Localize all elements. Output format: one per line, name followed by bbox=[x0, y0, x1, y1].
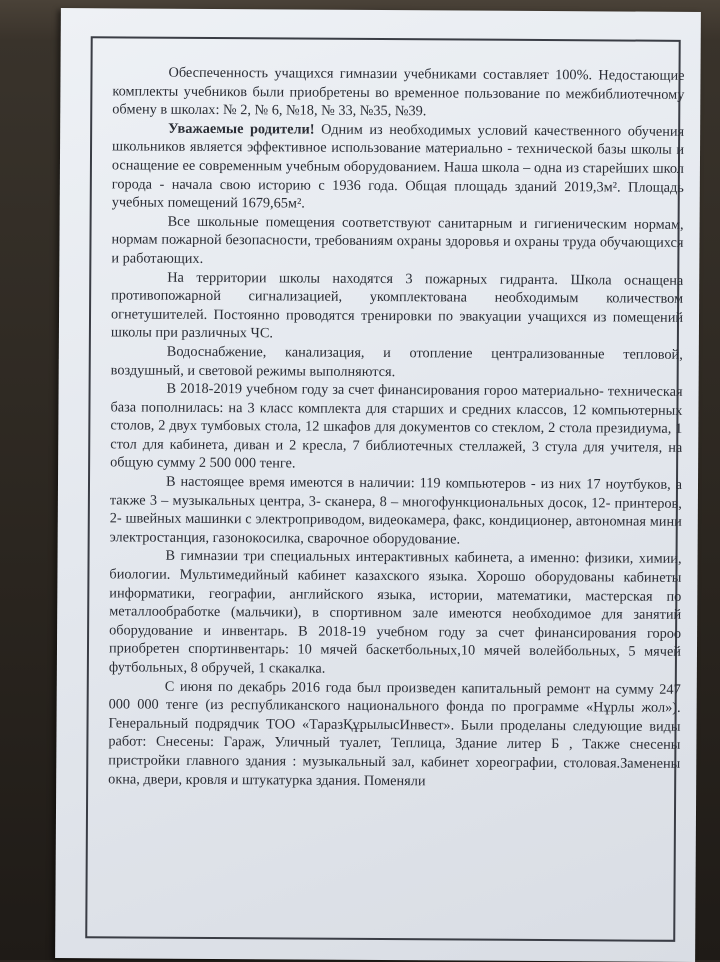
paragraph-text: С июня по декабрь 2016 года был произведен капитальный ремонт на сумму 247 000 000 тенге (из республиканского национального фонда по программе «Нұрлы жол»). Генеральный подрядчик ТОО «ТаразҚұрылысИнвест». Были проделаны следующие виды работ: Снесены: Гараж, Уличный туалет, Теплица, Здание литер Б , Также снесены пристройки главного здания : музыкальный зал, кабинет хореографии, столовая.Заменены окна, двери, кровля и штукатурка здания. Поменяли bbox=[108, 678, 681, 789]
document-body bbox=[108, 63, 684, 792]
paragraph-classrooms bbox=[109, 547, 682, 681]
paragraph-text: Водоснабжение, канализация, и отопление централизованные тепловой, воздушный, и световой режимы выполняются. bbox=[110, 343, 683, 380]
paragraph-funding-2018 bbox=[110, 379, 683, 475]
paragraph-fire-safety bbox=[111, 268, 683, 346]
paragraph-sanitary bbox=[111, 212, 683, 271]
paragraph-textbooks bbox=[112, 63, 684, 122]
paragraph-text: В настоящее время имеются в наличии: 119 компьютеров - из них 17 ноутбуков, а также 3 – музыкальных центра, 3- сканера, 8 – многофункциональных досок, 12- принтеров, 2- швейных машинки с электроприводом, видеокамера, факс, кондиционер, автономная мини электростанция, газонокосилка, сварочное оборудование. bbox=[109, 473, 683, 548]
paragraph-renovation bbox=[108, 677, 681, 792]
paragraph-text: Обеспеченность учащихся гимназии учебниками составляет 100%. Недостающие комплекты учебников были приобретены во временное пользование по межбиблиотечному обмену в школах: № 2, № 6, №18, № 33, №35, №39. bbox=[112, 64, 685, 120]
paragraph-text: В 2018-2019 учебном году за счет финансирования гороо материально- техническая база пополнилась: на 3 класс комплекта для старших и средних классов, 12 компьютерных столов, 2 двух тумбовых стола, 12 шкафов для документов со стеклом, 2 стола президиума, 1 стол для кабинета, диван и 2 кресла, 7 библиотечных стеллажей, 3 стула для учителя, на общую сумму 2 500 000 тенге. bbox=[110, 380, 683, 472]
paragraph-text: Одним из необходимых условий качественного обучения школьников является эффективное использование материально - технической базы школы и оснащение ее современным учебным оборудованием. Наша школа – одна из старейших школ города - начала свою историю с 1936 года. Общая площадь зданий 2019,3м². Площадь учебных помещений 1679,65м². bbox=[111, 121, 685, 212]
paragraph-parents bbox=[112, 119, 685, 215]
paragraph-equipment bbox=[110, 472, 682, 550]
paragraph-utilities bbox=[111, 342, 683, 383]
paragraph-text: В гимназии три специальных интерактивных кабинета, а именно: физики, химии, биологии. Мультимедийный кабинет казахского языка. Хорошо оборудованы кабинеты информатики, географии, английского языка, истории, математики, мастерская по металлообработке (мальчики), в спортивном зале имеются необходимое для занятий оборудование и инвентарь. В 2018-19 учебном году за счет финансирования гороо приобретен спортинвентарь: 10 мячей баскетбольных,10 мячей волейбольных, 5 мячей футбольных, 8 обручей, 1 скакалка. bbox=[108, 548, 682, 677]
paper-sheet bbox=[55, 8, 701, 962]
paragraph-heading: Уважаемые родители! bbox=[168, 120, 315, 138]
paragraph-text: На территории школы находятся 3 пожарных гидранта. Школа оснащена противопожарной сигнализацией, укомплектована необходимым количеством огнетушителей. Постоянно проводятся тренировки по эвакуации учащихся из помещений школы при различных ЧС. bbox=[110, 269, 684, 342]
paragraph-text: Все школьные помещения соответствуют санитарным и гигиеническим нормам, нормам пожарной безопасности, требованиям охраны здоровья и охраны труда обучающихся и работающих. bbox=[111, 213, 684, 267]
